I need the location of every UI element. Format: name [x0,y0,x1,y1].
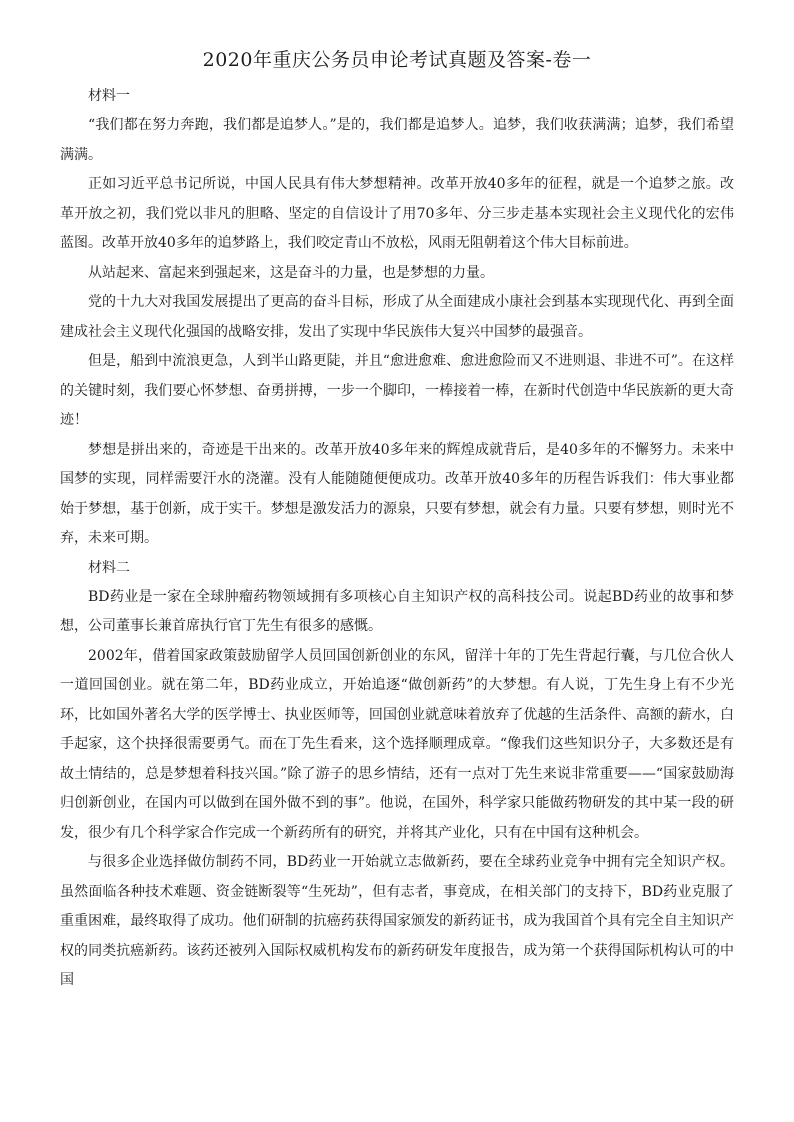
paragraph: BD药业是一家在全球肿瘤药物领域拥有多项核心自主知识产权的高科技公司。说起BD药业的故事和梦想，公司董事长兼首席执行官丁先生有很多的感慨。 [60,588,734,634]
paragraph: 党的十九大对我国发展提出了更高的奋斗目标，形成了从全面建成小康社会到基本实现现代化、再到全面建成社会主义现代化强国的战略安排，发出了实现中华民族伟大复兴中国梦的最强音。 [60,294,734,340]
paragraph: “我们都在努力奔跑，我们都是追梦人。”是的，我们都是追梦人。追梦，我们收获满满；追梦，我们希望满满。 [60,117,734,163]
paragraph: 2002年，借着国家政策鼓励留学人员回国创新创业的东风，留洋十年的丁先生背起行囊，与几位合伙人一道回国创业。就在第二年，BD药业成立，开始追逐“做创新药”的大梦想。有人说，丁先生身上有不少光环，比如国外著名大学的医学博士、执业医师等，回国创业就意味着放弃了优越的生活条件、高额的薪水，白手起家，这个抉择很需要勇气。而在丁先生看来，这个选择顺理成章。“像我们这些知识分子，大多数还是有故土情结的，总是梦想着科技兴国。”除了游子的思乡情结，还有一点对丁先生来说非常重要——“国家鼓励海归创新创业，在国内可以做到在国外做不到的事”。他说，在国外，科学家只能做药物研发的其中某一段的研发，很少有几个科学家合作完成一个新药所有的研究，并将其产业化，只有在中国有这种机会。 [60,647,734,841]
paragraph: 梦想是拼出来的，奇迹是干出来的。改革开放40多年来的辉煌成就背后，是40多年的不懈努力。未来中国梦的实现，同样需要汗水的浇灌。没有人能随随便便成功。改革开放40多年的历程告诉我们：伟大事业都始于梦想，基于创新，成于实干。梦想是激发活力的源泉，只要有梦想，就会有力量。只要有梦想，则时光不弃，未来可期。 [60,441,734,546]
section-material-1 [60,82,734,554]
section-heading: 材料一 [88,88,130,104]
section-heading: 材料二 [88,559,130,576]
paragraph: 与很多企业选择做仿制药不同，BD药业一开始就立志做新药，要在全球药业竞争中拥有完全知识产权。虽然面临各种技术难题、资金链断裂等“生死劫”，但有志者，事竟成，在相关部门的支持下，BD药业克服了重重困难，最终取得了成功。他们研制的抗癌药获得国家颁发的新药证书，成为我国首个具有完全自主知识产权的同类抗癌新药。该药还被列入国际权威机构发布的新药研发年度报告，成为第一个获得国际机构认可的中国 [60,854,734,988]
page-title: 2020年重庆公务员申论考试真题及答案-卷一 [202,49,592,71]
paragraph: 但是，船到中流浪更急，人到半山路更陡，并且“愈进愈难、愈进愈险而又不进则退、非进不可”。在这样的关键时刻，我们要心怀梦想、奋勇拼搏，一步一个脚印，一棒接着一棒，在新时代创造中华民族新的更大奇迹！ [60,353,734,428]
paragraph: 从站起来、富起来到强起来，这是奋斗的力量，也是梦想的力量。 [88,264,494,281]
section-material-2 [60,554,734,996]
paragraph: 正如习近平总书记所说，中国人民具有伟大梦想精神。改革开放40多年的征程，就是一个追梦之旅。改革开放之初，我们党以非凡的胆略、坚定的自信设计了用70多年、分三步走基本实现社会主义现代化的宏伟蓝图。改革开放40多年的追梦路上，我们咬定青山不放松，风雨无阻朝着这个伟大目标前进。 [60,176,734,251]
